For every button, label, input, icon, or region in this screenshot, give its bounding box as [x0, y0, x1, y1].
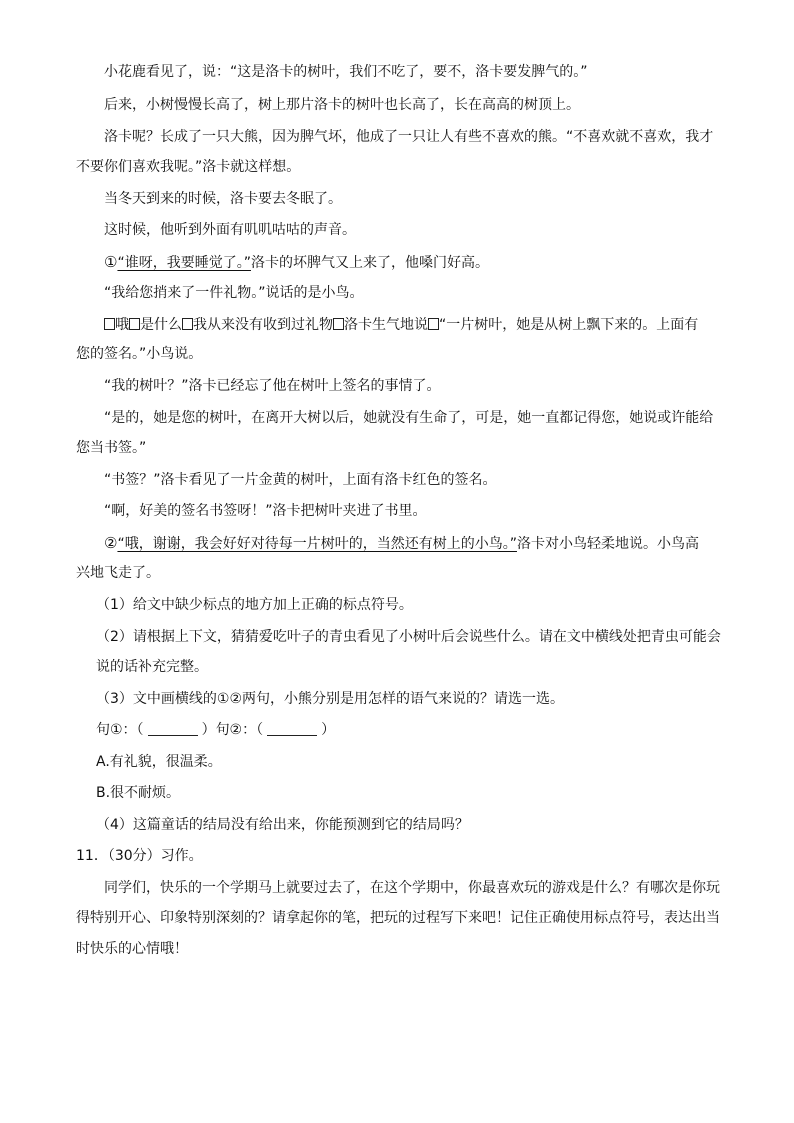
sentence-2-rest: 洛卡对小鸟轻柔地说。小鸟高	[516, 536, 699, 552]
question-2-line1: （2）请根据上下文，猜猜爱吃叶子的青虫看见了小树叶后会说些什么。请在文中横线处把青虫可能会	[96, 629, 721, 645]
punctuation-box-4[interactable]	[333, 318, 344, 330]
punctuation-box-2[interactable]	[129, 318, 140, 330]
text-segment: 哦	[115, 317, 129, 333]
sentence-1-rest: 洛卡的坏脾气又上来了，他嗓门好高。	[250, 255, 489, 271]
paragraph-punctuation-line2: 您的签名。”小鸟说。	[76, 346, 203, 362]
question-3-answer-row	[96, 720, 335, 740]
paragraph-beautiful: “啊，好美的签名书签呀！”洛卡把树叶夹进了书里。	[104, 503, 427, 519]
paragraph-winter: 当冬天到来的时候，洛卡要去冬眠了。	[104, 191, 342, 207]
section-11-line1: 同学们，快乐的一个学期马上就要过去了，在这个学期中，你最喜欢玩的游戏是什么？有哪次是你玩	[104, 880, 720, 896]
text-segment: 是什么	[140, 317, 182, 333]
underlined-sentence-2: “哦，谢谢，我会好好对待每一片树叶的，当然还有树上的小鸟。”	[117, 536, 517, 552]
underlined-sentence-1: “谁呀，我要睡觉了。”	[117, 255, 251, 271]
paragraph-noise: 这时候，他听到外面有叽叽咕咕的声音。	[104, 222, 356, 238]
sentence-1-answer-blank[interactable]	[148, 721, 198, 736]
question-2-line2: 说的话补充完整。	[96, 659, 208, 675]
sentence-2-label: 句②：（	[215, 722, 264, 738]
sentence-number-1: ①	[104, 253, 118, 271]
paragraph-bookmark: “书签？”洛卡看见了一片金黄的树叶，上面有洛卡红色的签名。	[104, 472, 497, 488]
paragraph-sentence-2	[104, 533, 699, 554]
paragraph-yes-leaf-line2: 您当书签。”	[76, 440, 147, 456]
paragraph-bear-line1: 洛卡呢？长成了一只大熊，因为脾气坏，他成了一只让人有些不喜欢的熊。“不喜欢就不喜欢，我才	[104, 129, 714, 145]
text-segment: 洛卡生气地说	[344, 317, 428, 333]
text-segment: “一片树叶，她是从树上飘下来的。上面有	[439, 317, 699, 333]
punctuation-box-1[interactable]	[104, 318, 115, 330]
paragraph-sentence-1	[104, 252, 489, 273]
paragraph-tree-grew: 后来，小树慢慢长高了，树上那片洛卡的树叶也长高了，长在高高的树顶上。	[104, 97, 580, 113]
section-11-heading: 11．（30分）习作。	[76, 848, 203, 864]
question-1: （1）给文中缺少标点的地方加上正确的标点符号。	[96, 597, 413, 613]
paragraph-my-leaf: “我的树叶？”洛卡已经忘了他在树叶上签名的事情了。	[104, 378, 441, 394]
option-a: A.有礼貌，很温柔。	[96, 754, 222, 770]
sentence-2-answer-blank[interactable]	[267, 721, 317, 736]
sentence-number-2: ②	[104, 534, 118, 552]
section-11-line3: 时快乐的心情哦！	[76, 941, 188, 957]
paren-close: ）	[201, 722, 216, 738]
punctuation-box-3[interactable]	[182, 318, 193, 330]
punctuation-box-5[interactable]	[428, 318, 439, 330]
question-4: （4）这篇童话的结局没有给出来，你能预测到它的结局吗？	[96, 817, 469, 833]
paragraph-bird-gift: “我给您捎来了一件礼物。”说话的是小鸟。	[104, 285, 364, 301]
paragraph-bird-flew: 兴地飞走了。	[76, 565, 160, 581]
question-3: （3）文中画横线的①②两句，小熊分别是用怎样的语气来说的？请选一选。	[96, 691, 565, 707]
sentence-1-label: 句①：（	[96, 722, 144, 738]
section-11-line2: 得特别开心、印象特别深刻的？请拿起你的笔，把玩的过程写下来吧！记住正确使用标点符号，表达出当	[76, 910, 720, 926]
paragraph-yes-leaf-line1: “是的，她是您的树叶，在离开大树以后，她就没有生命了，可是，她一直都记得您，她说或许能给	[104, 410, 714, 426]
paragraph-punctuation-line1	[104, 315, 698, 335]
paragraph-deer: 小花鹿看见了，说：“这是洛卡的树叶，我们不吃了，要不，洛卡要发脾气的。”	[104, 64, 588, 80]
paren-close: ）	[321, 722, 336, 738]
text-segment: 我从来没有收到过礼物	[193, 317, 333, 333]
option-b: B.很不耐烦。	[96, 785, 181, 801]
paragraph-bear-line2: 不要你们喜欢我呢。”洛卡就这样想。	[76, 159, 301, 175]
